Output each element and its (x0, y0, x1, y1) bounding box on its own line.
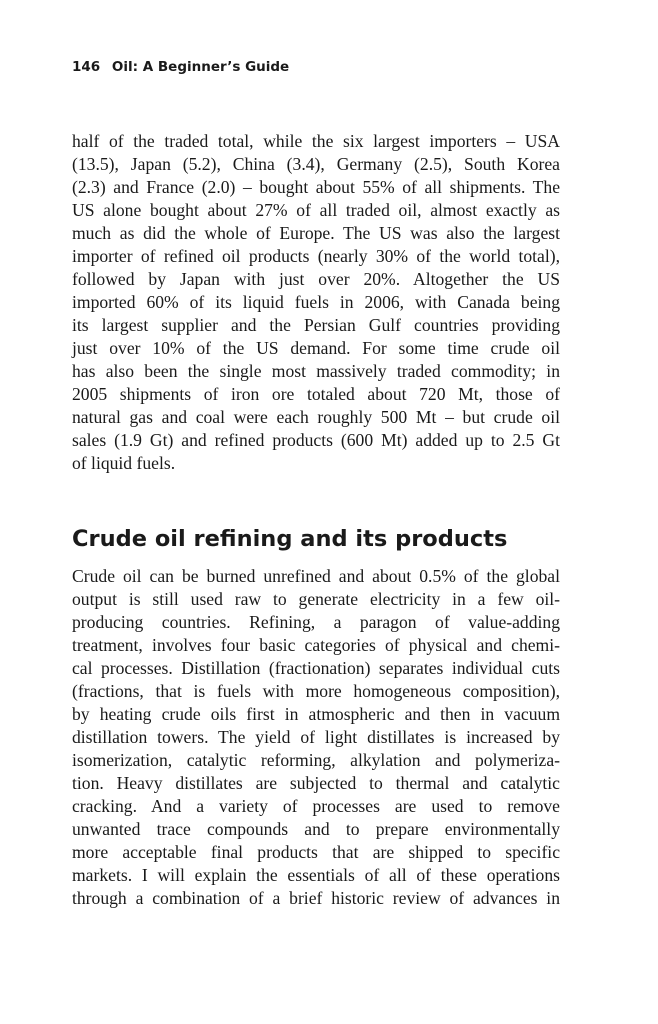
text-line: followed by Japan with just over 20%. Altogether the US (72, 269, 560, 289)
section-heading: Crude oil refining and its products (72, 526, 508, 552)
running-head (72, 59, 289, 75)
text-line: by heating crude oils first in atmospheric and then in vacuum (72, 704, 560, 724)
text-line: Crude oil can be burned unrefined and about 0.5% of the global (72, 566, 560, 586)
text-line: tion. Heavy distillates are subjected to thermal and catalytic (72, 773, 560, 793)
book-title: Oil: A Beginner’s Guide (111, 59, 290, 75)
text-line: importer of refined oil products (nearly 30% of the world total), (72, 246, 560, 266)
text-line: (2.3) and France (2.0) – bought about 55% of all shipments. The (72, 177, 560, 197)
page-number: 146 (72, 59, 101, 75)
text-line: output is still used raw to generate electricity in a few oil- (72, 589, 560, 609)
text-line: natural gas and coal were each roughly 500 Mt – but crude oil (72, 407, 560, 427)
text-line: more acceptable final products that are shipped to specific (72, 842, 560, 862)
text-line: producing countries. Refining, a paragon of value-adding (72, 612, 560, 632)
text-line: has also been the single most massively traded commodity; in (72, 361, 560, 381)
text-line: treatment, involves four basic categories of physical and chemi- (72, 635, 560, 655)
text-line: US alone bought about 27% of all traded oil, almost exactly as (72, 200, 560, 220)
text-line: 2005 shipments of iron ore totaled about 720 Mt, those of (72, 384, 560, 404)
text-line: imported 60% of its liquid fuels in 2006, with Canada being (72, 292, 560, 312)
text-line: just over 10% of the US demand. For some time crude oil (72, 338, 560, 358)
text-line: cracking. And a variety of processes are used to remove (72, 796, 560, 816)
text-line: its largest supplier and the Persian Gulf countries providing (72, 315, 560, 335)
text-line: (13.5), Japan (5.2), China (3.4), Germany (2.5), South Korea (72, 154, 560, 174)
text-line: markets. I will explain the essentials of all of these operations (72, 865, 560, 885)
text-line: through a combination of a brief historic review of advances in (72, 888, 560, 908)
text-line: half of the traded total, while the six largest importers – USA (72, 131, 560, 151)
text-line: of liquid fuels. (72, 453, 176, 473)
paragraph-traded-oil (72, 130, 560, 475)
text-line: isomerization, catalytic reforming, alkylation and polymeriza- (72, 750, 560, 770)
text-line: much as did the whole of Europe. The US was also the largest (72, 223, 560, 243)
text-line: cal processes. Distillation (fractionation) separates individual cuts (72, 658, 560, 678)
text-line: sales (1.9 Gt) and refined products (600 Mt) added up to 2.5 Gt (72, 430, 560, 450)
text-line: unwanted trace compounds and to prepare environmentally (72, 819, 560, 839)
text-line: distillation towers. The yield of light distillates is increased by (72, 727, 560, 747)
text-line: (fractions, that is fuels with more homogeneous composition), (72, 681, 560, 701)
paragraph-refining (72, 565, 560, 910)
